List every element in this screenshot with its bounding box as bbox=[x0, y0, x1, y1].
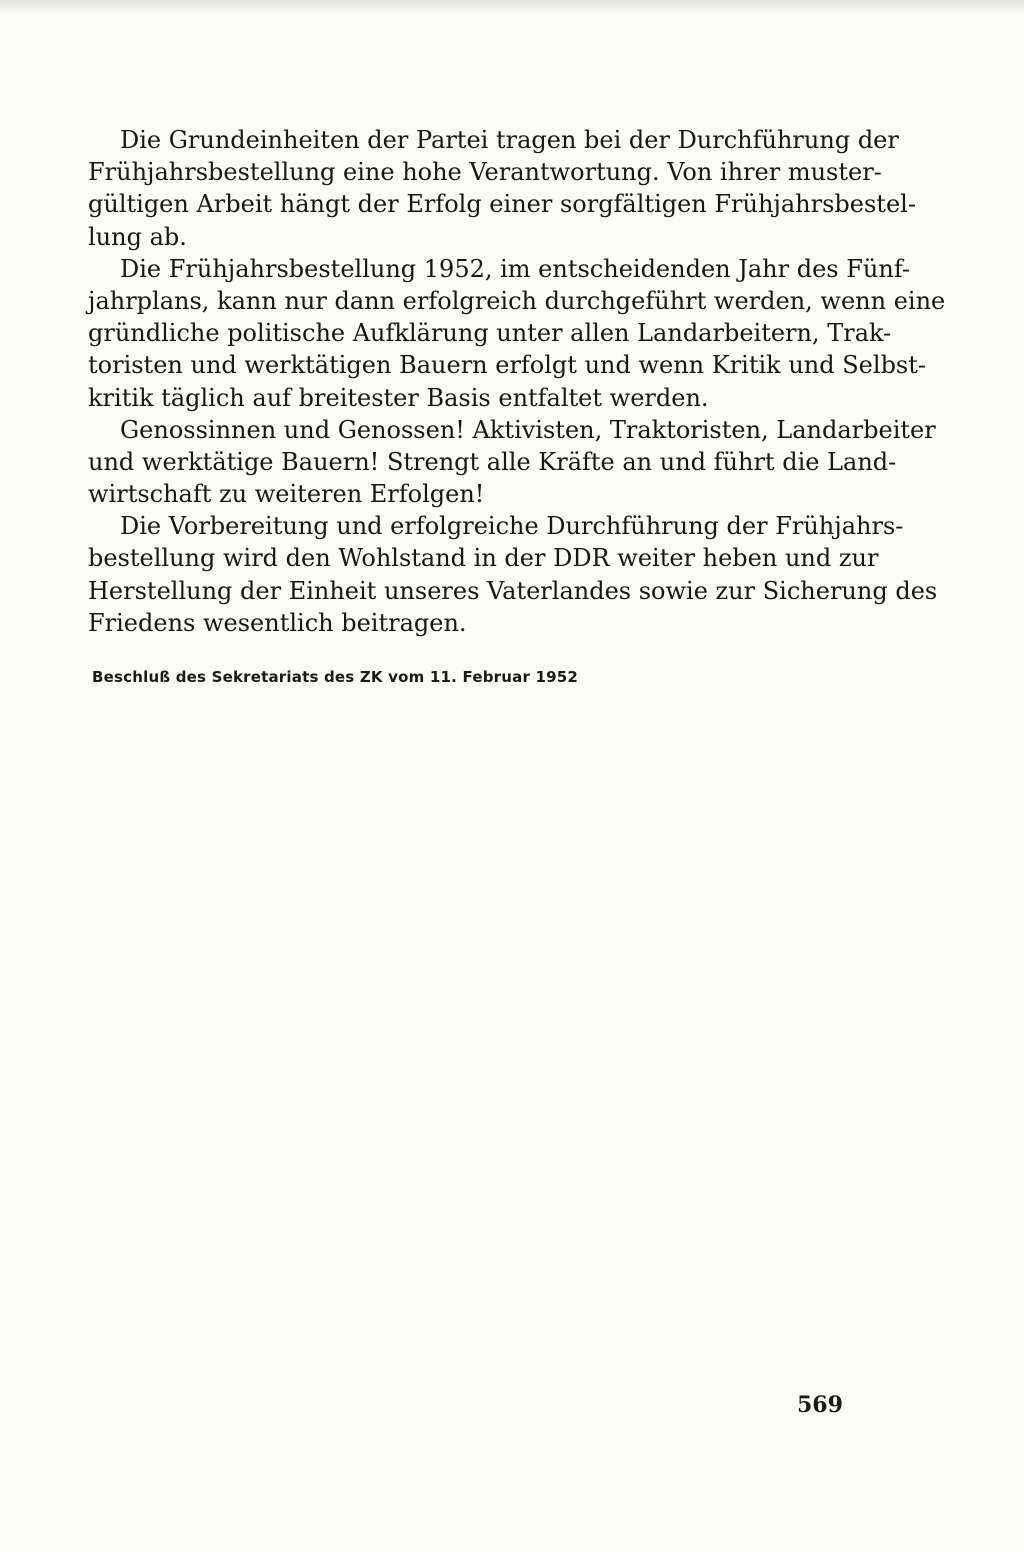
page-number: 569 bbox=[797, 1392, 843, 1418]
text-line: Die Frühjahrsbestellung 1952, im entscheidenden Jahr des Fünf- bbox=[120, 254, 910, 283]
text-line: wirtschaft zu weiteren Erfolgen! bbox=[88, 480, 485, 509]
text-line: Die Grundeinheiten der Partei tragen bei der Durchführung der bbox=[120, 126, 899, 154]
text-line: und werktätige Bauern! Strengt alle Kräfte an und führt die Land- bbox=[88, 447, 897, 476]
text-line: Genossinnen und Genossen! Aktivisten, Traktoristen, Landarbeiter bbox=[120, 415, 936, 444]
text-line: gültigen Arbeit hängt der Erfolg einer sorgfältigen Frühjahrsbestel- bbox=[88, 190, 916, 219]
text-line: jahrplans, kann nur dann erfolgreich durchgeführt werden, wenn eine bbox=[88, 286, 946, 315]
text-line: Herstellung der Einheit unseres Vaterlandes sowie zur Sicherung des bbox=[88, 576, 938, 605]
paragraph bbox=[88, 124, 916, 253]
text-line: lung ab. bbox=[88, 222, 187, 251]
body-text bbox=[88, 124, 946, 639]
text-line: bestellung wird den Wohlstand in der DDR weiter heben und zur bbox=[88, 544, 879, 573]
text-line: Die Vorbereitung und erfolgreiche Durchführung der Frühjahrs- bbox=[120, 512, 904, 541]
text-line: Friedens wesentlich beitragen. bbox=[88, 608, 467, 637]
paragraph bbox=[88, 253, 946, 414]
text-line: toristen und werktätigen Bauern erfolgt und wenn Kritik und Selbst- bbox=[88, 351, 926, 380]
paragraph bbox=[88, 414, 936, 511]
text-line: kritik täglich auf breitester Basis entfaltet werden. bbox=[88, 383, 709, 412]
text-line: Frühjahrsbestellung eine hohe Verantwortung. Von ihrer muster- bbox=[88, 158, 882, 187]
paragraph bbox=[88, 510, 938, 639]
text-line: gründliche politische Aufklärung unter allen Landarbeitern, Trak- bbox=[88, 319, 892, 348]
scan-edge-shading bbox=[0, 0, 1024, 14]
source-citation: Beschluß des Sekretariats des ZK vom 11. Februar 1952 bbox=[92, 668, 579, 686]
